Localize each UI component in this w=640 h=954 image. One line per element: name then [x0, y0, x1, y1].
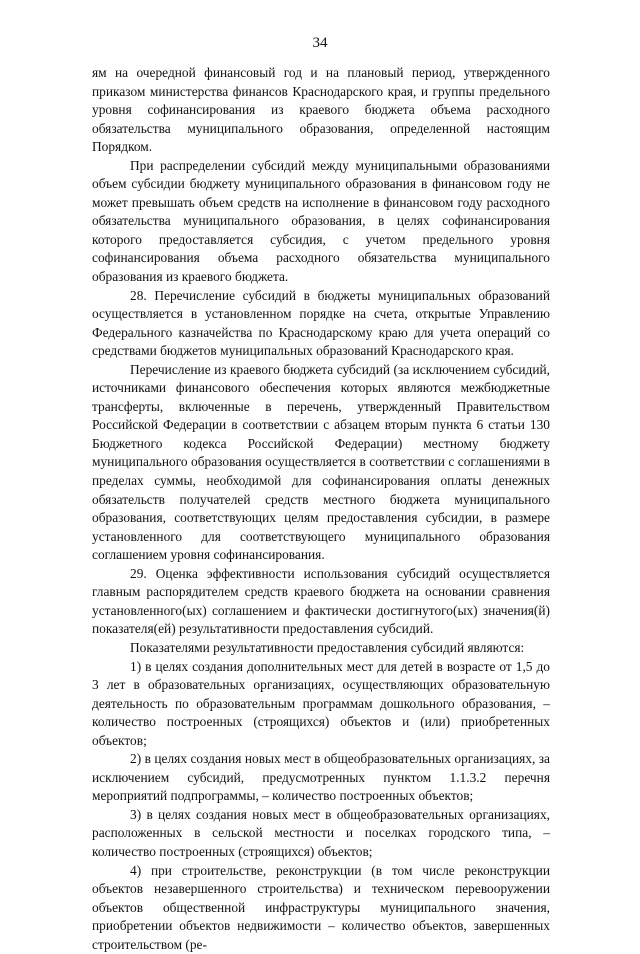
paragraph-subsidy-distribution: При распределении субсидий между муниципальными образованиями объем субсидии бюджету муниципального образования в финансовом году не может превышать объем средств на исполнение в финансовом году расходного обязательства муниципального образования, в целях софинансирования которого предоставляется субсидия, с учетом предельного уровня софинансирования объема расходного обязательства муниципального образования из краевого бюджета.: [92, 157, 550, 285]
page-number: 34: [312, 35, 328, 51]
paragraph-transfer-from-budget: Перечисление из краевого бюджета субсидий (за исключением субсидий, источниками финансового обеспечения которых являются межбюджетные трансферты, включенные в перечень, утвержденный Правительством Российской Федерации в соответствии с абзацем вторым пункта 6 статьи 130 Бюджетного кодекса Российской Федерации) местному бюджету муниципального образования осуществляется в соответствии с соглашениями в пределах суммы, необходимой для софинансирования оплаты денежных обязательств получателей средств местного бюджета муниципального образования, соответствующих целям предоставления субсидии, в размере установленного для соответствующего муниципального образования соглашением уровня софинансирования.: [92, 361, 550, 563]
paragraph-indicator-3: 3) в целях создания новых мест в общеобразовательных организациях, расположенных в сельской местности и поселках городского типа, – количество построенных (строящихся) объектов;: [92, 806, 550, 859]
paragraph-indicator-1: 1) в целях создания дополнительных мест для детей в возрасте от 1,5 до 3 лет в образовательных организациях, осуществляющих образовательную деятельность по образовательным программам дошкольного образования, – количество построенных (строящихся) объектов и (или) приобретенных объектов;: [92, 658, 550, 748]
paragraph-item-29: 29. Оценка эффективности использования субсидий осуществляется главным распорядителем средств краевого бюджета на основании сравнения установленного(ых) соглашением и фактически достигнутого(ых) значения(й) показателя(ей) результативности предоставления субсидий.: [92, 565, 550, 637]
paragraph-indicators-intro: Показателями результативности предоставления субсидий являются:: [130, 639, 525, 655]
paragraph-indicator-2: 2) в целях создания новых мест в общеобразовательных организациях, за исключением субсидий, предусмотренных пунктом 1.1.3.2 перечня мероприятий подпрограммы, – количество построенных объектов;: [92, 751, 550, 804]
document-body: [92, 64, 550, 954]
paragraph-item-28: 28. Перечисление субсидий в бюджеты муниципальных образований осуществляется в установленном порядке на счета, открытые Управлению Федерального казначейства по Краснодарскому краю для учета операций со средствами бюджетов муниципальных образований Краснодарского края.: [92, 287, 550, 359]
paragraph-continuation: ям на очередной финансовый год и на плановый период, утвержденного приказом министерства финансов Краснодарского края, и группы предельного уровня софинансирования из краевого бюджета объема расходного обязательства муниципального образования, определенной настоящим Порядком.: [92, 65, 550, 155]
paragraph-indicator-4: 4) при строительстве, реконструкции (в том числе реконструкции объектов незавершенного строительства) и техническом перевооружении объектов общественной инфраструктуры муниципального значения, приобретении объектов недвижимости – количество объектов, завершенных строительством (ре-: [92, 862, 550, 952]
